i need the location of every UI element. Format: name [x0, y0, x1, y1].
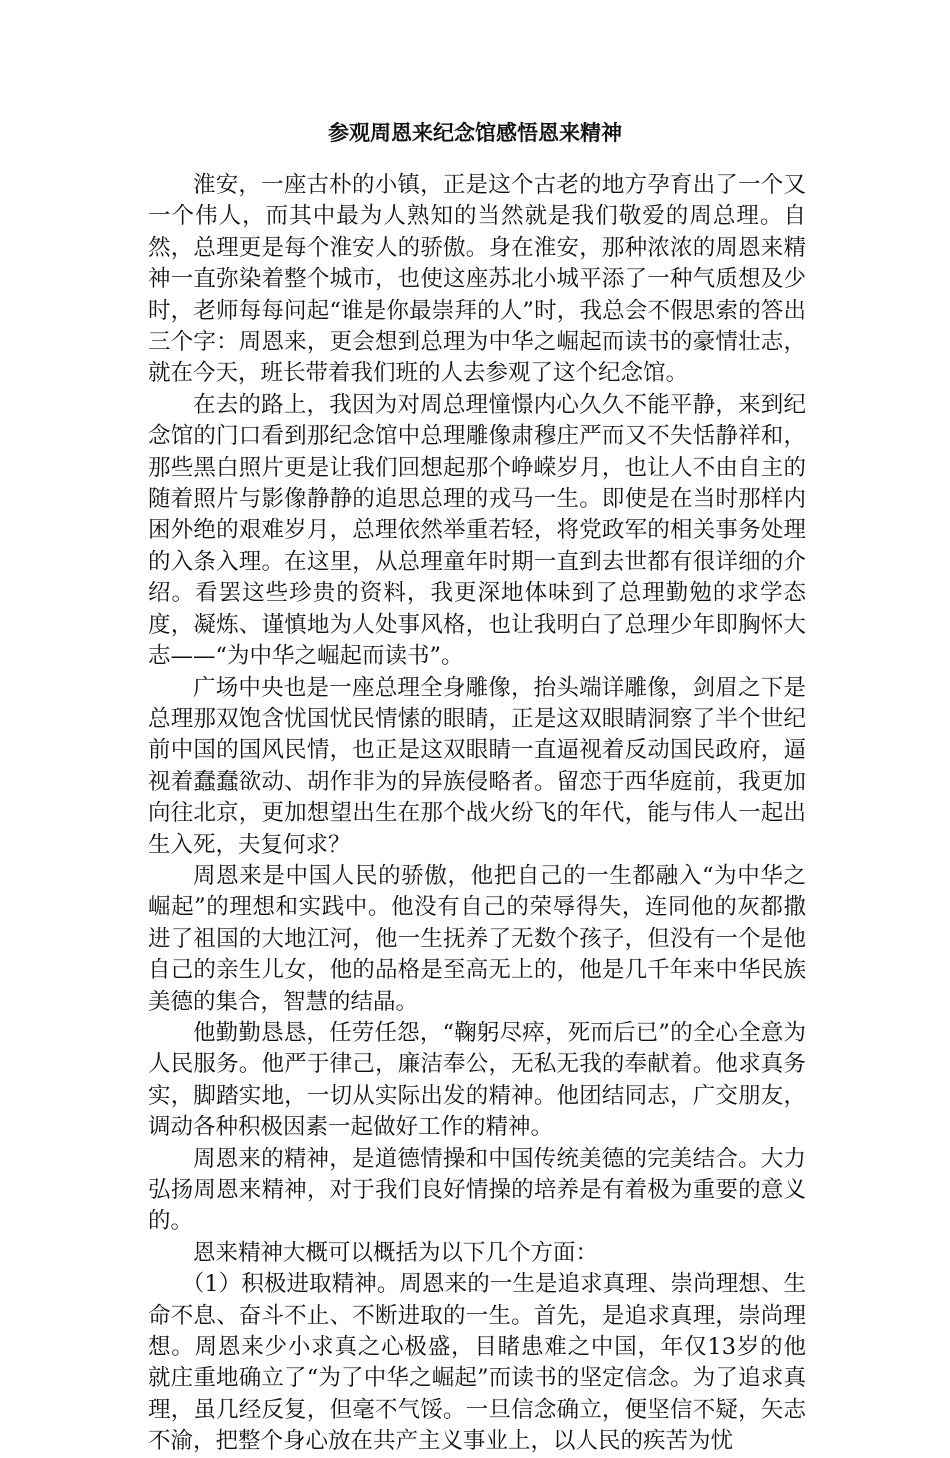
document-body [148, 170, 806, 1458]
list-paragraph: （1）积极进取精神。周恩来的一生是追求真理、崇尚理想、生命不息、奋斗不止、不断进取的一生。首先，是追求真理，崇尚理想。周恩来少小求真之心极盛，目睹患难之中国，年仅13岁的他就庄重地确立了“为了中华之崛起”而读书的坚定信念。为了追求真理，虽几经反复，但毫不气馁。一旦信念确立，便坚信不疑，矢志不渝，把整个身心放在共产主义事业上，以人民的疾苦为忧 [148, 1271, 806, 1455]
paragraph: 淮安，一座古朴的小镇，正是这个古老的地方孕育出了一个又一个伟人，而其中最为人熟知的当然就是我们敬爱的周总理。自然，总理更是每个淮安人的骄傲。身在淮安，那种浓浓的周恩来精神一直弥染着整个城市，也使这座苏北小城平添了一种气质想及少时，老师每每问起“谁是你最崇拜的人”时，我总会不假思索的答出三个字：周恩来，更会想到总理为中华之崛起而读书的豪情壮志，就在今天，班长带着我们班的人去参观了这个纪念馆。 [148, 172, 806, 387]
paragraph: 周恩来是中国人民的骄傲，他把自己的一生都融入“为中华之崛起”的理想和实践中。他没有自己的荣辱得失，连同他的灰都撒进了祖国的大地江河，他一生抚养了无数个孩子，但没有一个是他自己的亲生儿女，他的品格是至高无上的，他是几千年来中华民族美德的集合，智慧的结晶。 [148, 862, 806, 1015]
paragraph: 恩来精神大概可以概括为以下几个方面： [193, 1239, 599, 1266]
paragraph: 广场中央也是一座总理全身雕像，抬头端详雕像，剑眉之下是总理那双饱含忧国忧民情愫的眼睛，正是这双眼睛洞察了半个世纪前中国的国风民情，也正是这双眼睛一直逼视着反动国民政府，逼视着蠢蠢欲动、胡作非为的异族侵略者。留恋于西华庭前，我更加向往北京，更加想望出生在那个战火纷飞的年代，能与伟人一起出生入死，夫复何求？ [148, 674, 806, 858]
paragraph: 他勤勤恳恳，任劳任怨，“鞠躬尽瘁，死而后已”的全心全意为人民服务。他严于律己，廉洁奉公，无私无我的奉献着。他求真务实，脚踏实地，一切从实际出发的精神。他团结同志，广交朋友，调动各种积极因素一起做好工作的精神。 [148, 1019, 806, 1141]
paragraph: 周恩来的精神，是道德情操和中国传统美德的完美结合。大力弘扬周恩来精神，对于我们良好情操的培养是有着极为重要的意义的。 [148, 1145, 806, 1235]
document-title: 参观周恩来纪念馆感悟恩来精神 [328, 120, 622, 145]
paragraph: 在去的路上，我因为对周总理憧憬内心久久不能平静，来到纪念馆的门口看到那纪念馆中总理雕像肃穆庄严而又不失恬静祥和，那些黑白照片更是让我们回想起那个峥嵘岁月，也让人不由自主的随着照片与影像静静的追思总理的戎马一生。即使是在当时那样内困外绝的艰难岁月，总理依然举重若轻，将党政军的相关事务处理的入条入理。在这里，从总理童年时期一直到去世都有很详细的介绍。看罢这些珍贵的资料，我更深地体味到了总理勤勉的求学态度，凝炼、谨慎地为人处事风格，也让我明白了总理少年即胸怀大志——“为中华之崛起而读书”。 [148, 391, 806, 670]
